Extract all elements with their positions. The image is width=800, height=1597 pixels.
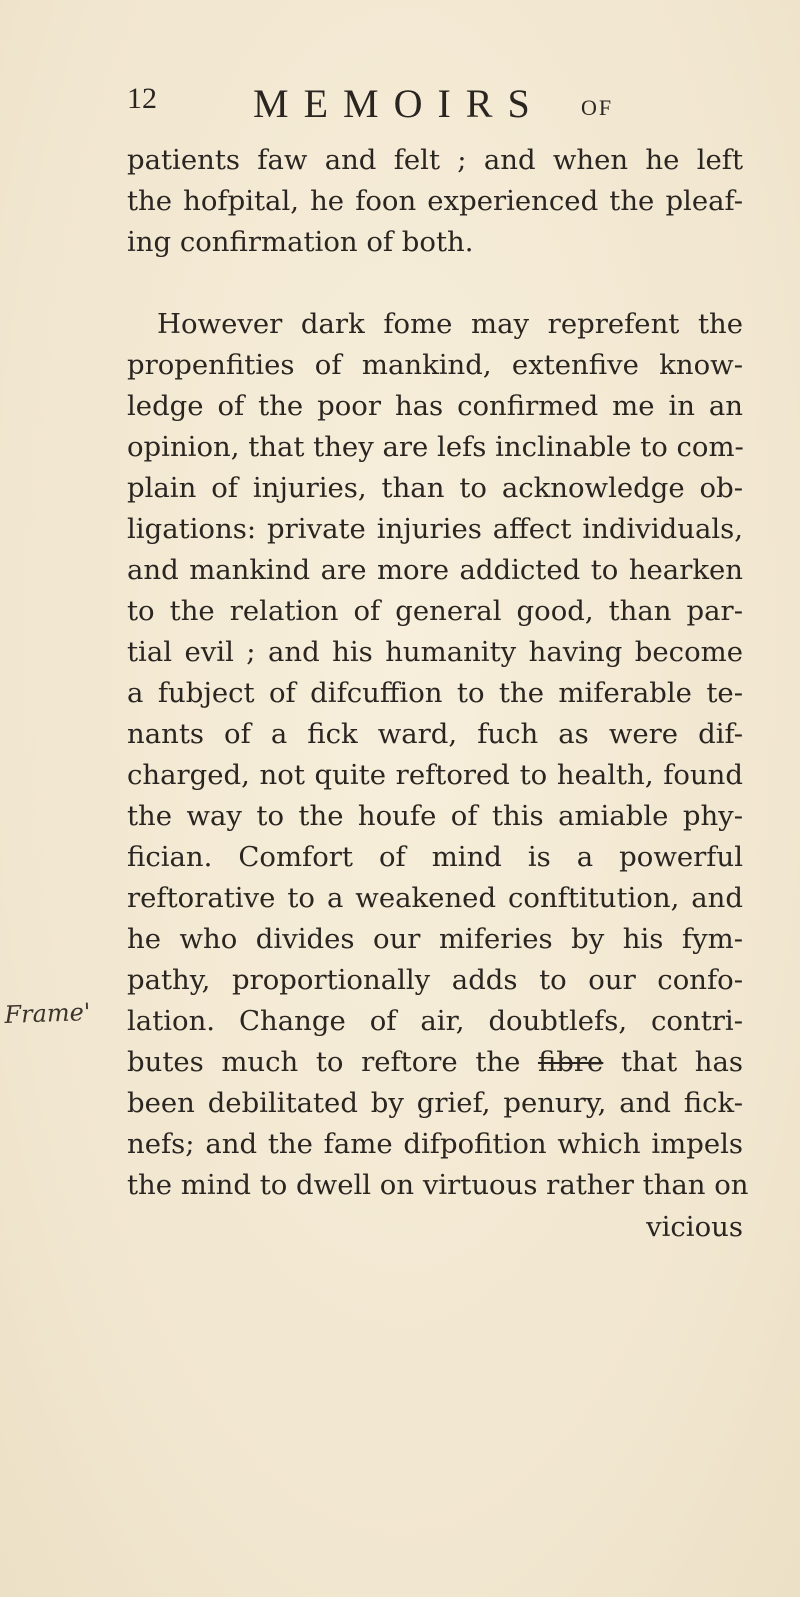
text-line: ligations: private injuries affect individuals, (127, 513, 743, 545)
text-line: ing confirmation of both. (127, 226, 474, 258)
text-line: lation. Change of air, doubtlefs, contri- (127, 1005, 743, 1037)
text-line: propenfities of mankind, extenfive know- (127, 349, 743, 381)
text-line: nants of a fick ward, fuch as were dif- (127, 718, 743, 750)
paragraph-gap (127, 263, 743, 304)
text-line: ledge of the poor has confirmed me in an (127, 390, 743, 422)
text-line: and mankind are more addicted to hearken (127, 554, 743, 586)
catchword: vicious (646, 1211, 743, 1243)
running-head-title: MEMOIRS (253, 81, 545, 126)
text-line: plain of injuries, than to acknowledge ob- (127, 472, 743, 504)
text-line: patients faw and felt ; and when he left (127, 144, 743, 176)
text-line-with-correction (127, 1042, 743, 1083)
handwritten-margin-note: Frame' (4, 997, 91, 1029)
text-line: However dark fome may reprefent the (157, 308, 743, 340)
page-number: 12 (127, 82, 157, 115)
text-line: nefs; and the fame difpofition which impels (127, 1128, 743, 1160)
page-header (127, 80, 647, 128)
text-line: been debilitated by grief, penury, and fick- (127, 1087, 743, 1119)
text-line: opinion, that they are lefs inclinable to com- (127, 431, 744, 463)
text-segment: that has (603, 1046, 743, 1078)
text-line: fician. Comfort of mind is a powerful (127, 841, 743, 873)
text-line: a fubject of difcuffion to the miferable te- (127, 677, 743, 709)
running-head-suffix: OF (581, 95, 614, 120)
text-line: tial evil ; and his humanity having become (127, 636, 743, 668)
text-line: to the relation of general good, than par- (127, 595, 743, 627)
body-text (127, 140, 749, 1206)
text-segment: butes much to reftore the (127, 1046, 538, 1078)
text-line: the mind to dwell on virtuous rather than on (127, 1169, 749, 1201)
text-line: the way to the houfe of this amiable phy- (127, 800, 743, 832)
struck-word: fibre (537, 1046, 604, 1078)
text-line: the hofpital, he foon experienced the pleaf- (127, 185, 743, 217)
text-line: charged, not quite reftored to health, found (127, 759, 743, 791)
text-line: reftorative to a weakened conftitution, and (127, 882, 743, 914)
text-line: he who divides our miferies by his fym- (127, 923, 743, 955)
text-line: pathy, proportionally adds to our confo- (127, 964, 743, 996)
